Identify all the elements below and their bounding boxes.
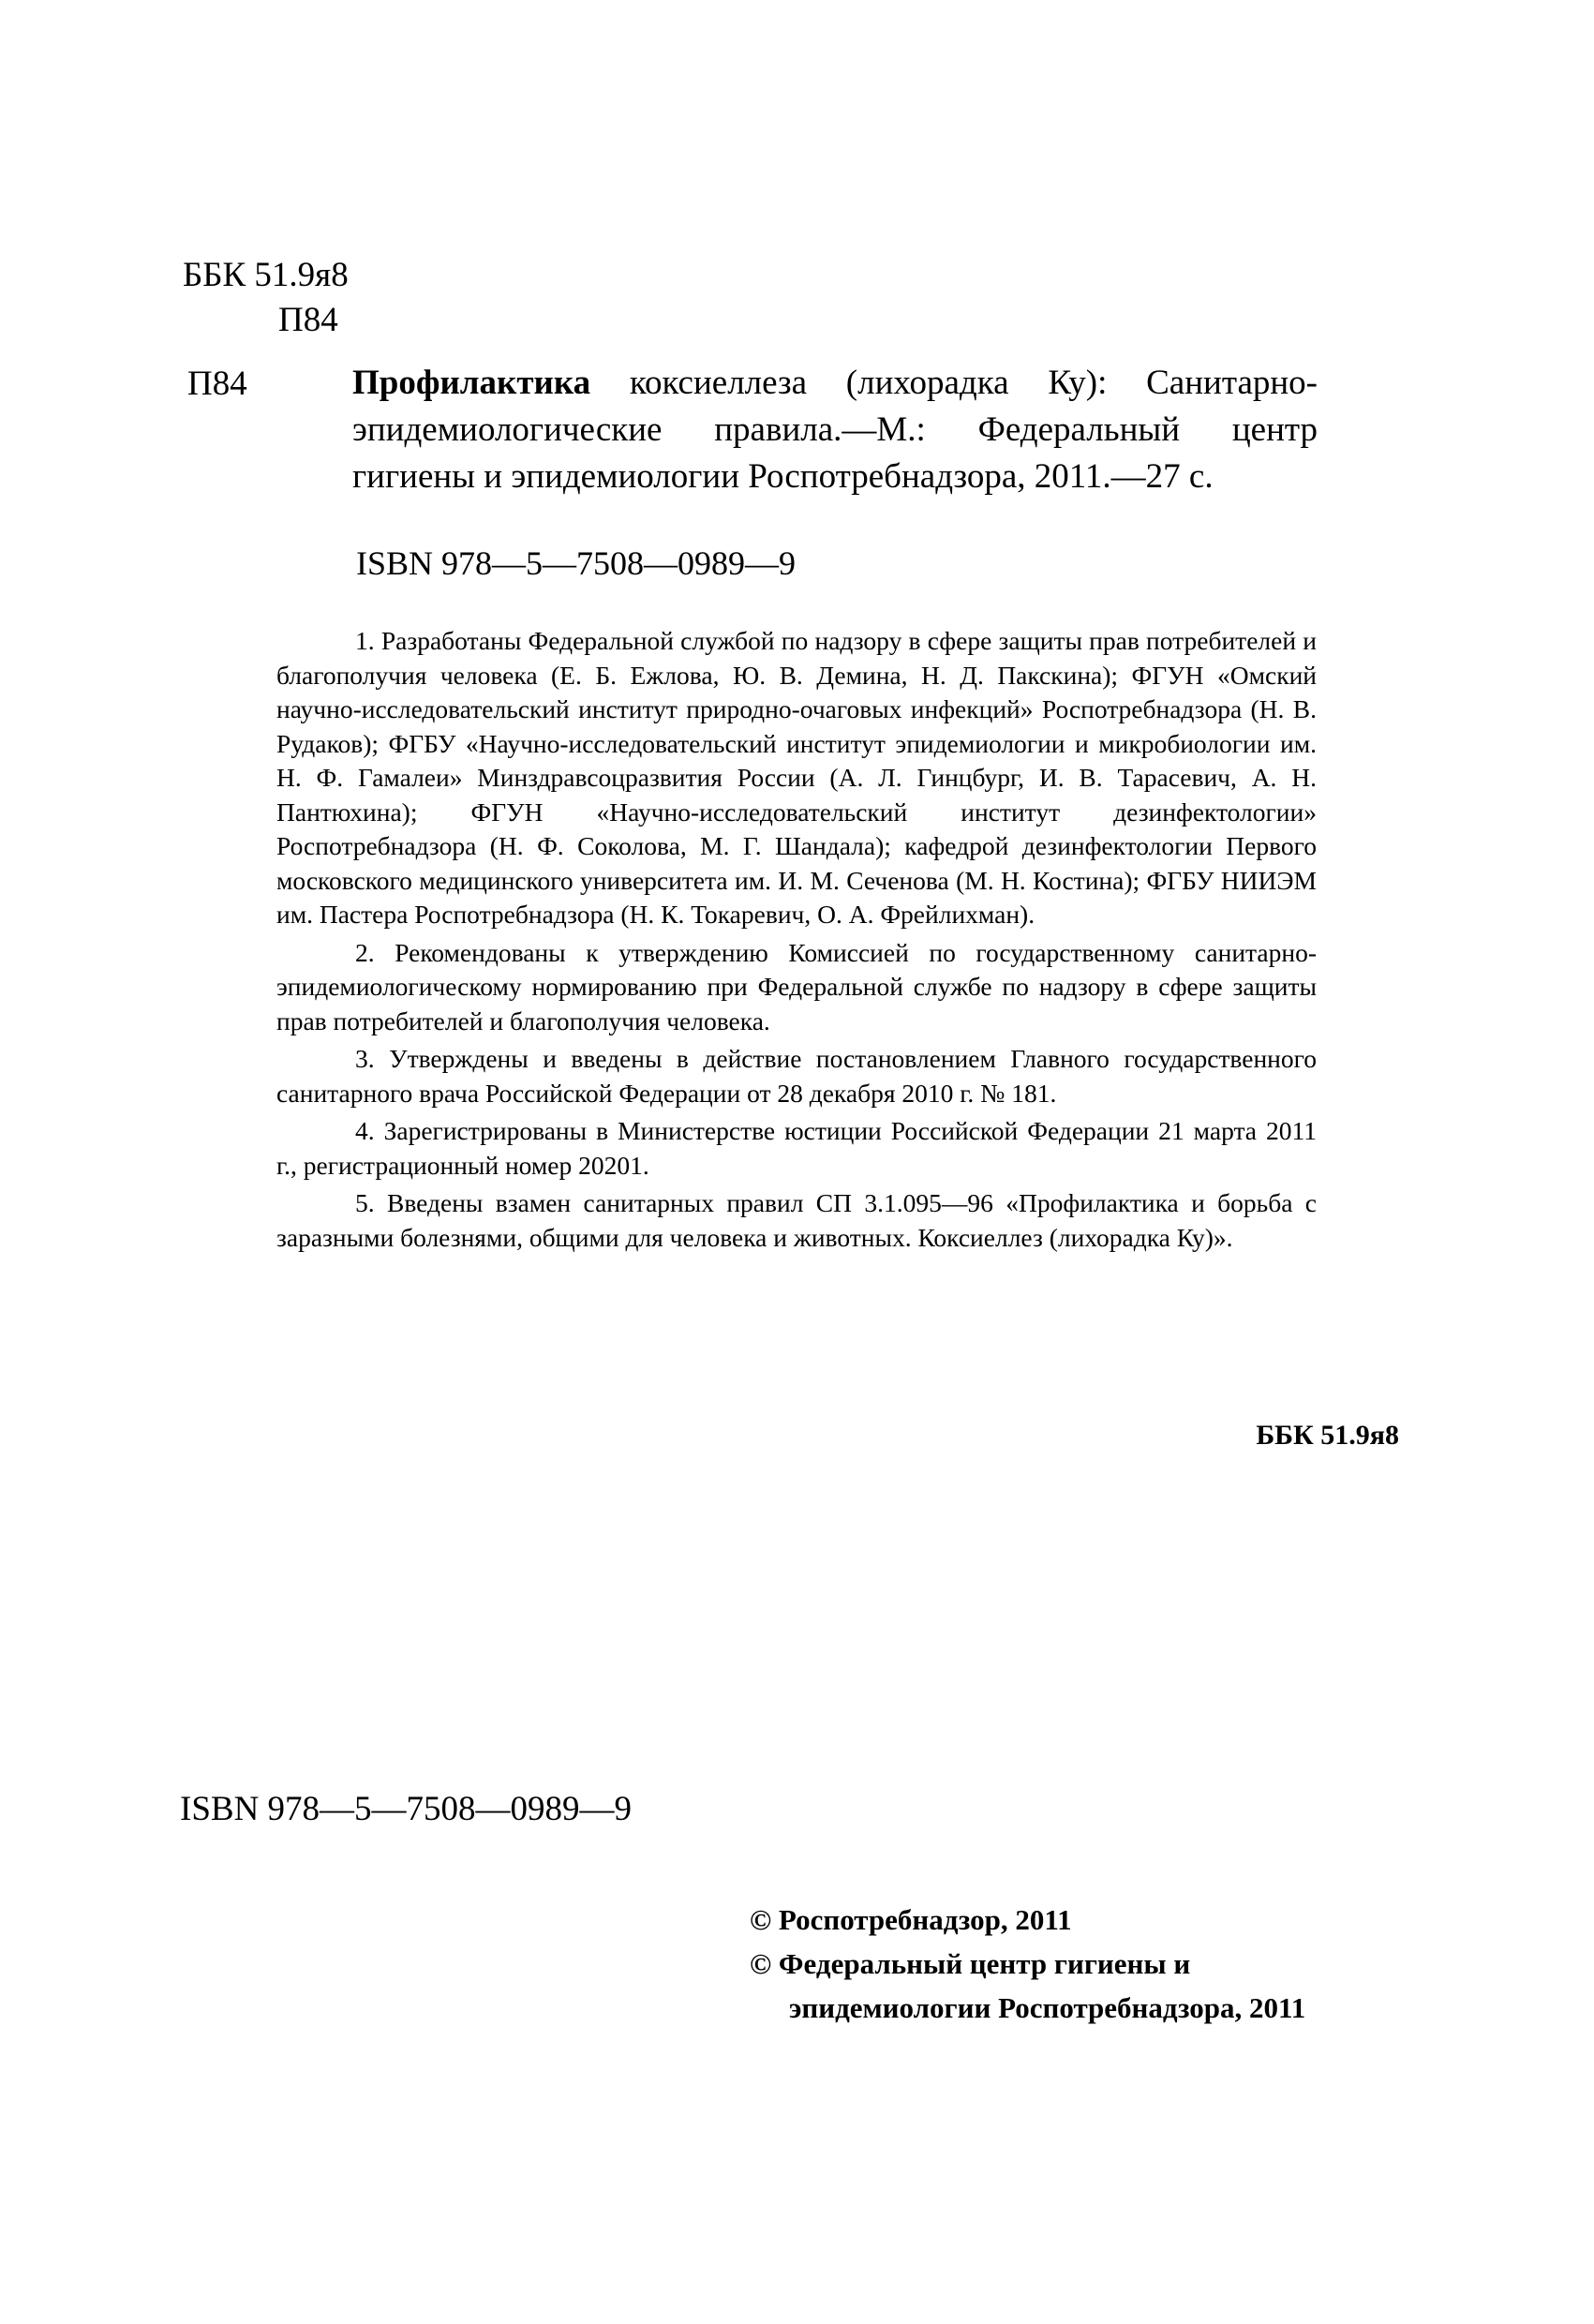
- copyright-block: [750, 1898, 1305, 2030]
- title-author-mark: П84: [187, 365, 247, 403]
- annotation-item-4: 4. Зарегистрированы в Министерстве юстиции Российской Федерации 21 марта 2011 г., регистрационный номер 20201.: [276, 1116, 1317, 1180]
- title-bold-word: Профилактика: [352, 364, 591, 402]
- copyright-line-3: эпидемиологии Роспотребнадзора, 2011: [789, 1991, 1306, 2024]
- annotation-item-3: 3. Утверждены и введены в действие постановлением Главного государственного санитарного врача Российской Федерации от 28 декабря 2010 г. № 181.: [276, 1044, 1317, 1108]
- title-description: коксиеллеза (лихорадка Ку): Санитарно-эпидемиологические правила.—М.: Федеральный центр гигиены и эпидемиологии Роспотребнадзора, 2011.—27 с.: [352, 364, 1318, 496]
- annotation-item-2: 2. Рекомендованы к утверждению Комиссией по государственному санитарно-эпидемиологическому нормированию при Федеральной службе по надзору в сфере защиты прав потребителей и благополучия человека.: [276, 937, 1317, 1035]
- author-mark: П84: [278, 301, 338, 339]
- bibliographic-title: [352, 360, 1318, 500]
- annotation-list: [276, 624, 1317, 1259]
- bbk-code: ББК 51.9я8: [183, 256, 349, 294]
- isbn-main: ISBN 978—5—7508—0989—9: [356, 544, 797, 582]
- bbk-code-right: ББК 51.9я8: [1256, 1420, 1399, 1451]
- annotation-item-5: 5. Введены взамен санитарных правил СП 3.1.095—96 «Профилактика и борьба с заразными болезнями, общими для человека и животных. Коксиеллез (лихорадка Ку)».: [276, 1188, 1317, 1252]
- copyright-line-2: © Федеральный центр гигиены и: [750, 1947, 1191, 1980]
- copyright-line-1: © Роспотребнадзор, 2011: [750, 1903, 1072, 1936]
- isbn-bottom: ISBN 978—5—7508—0989—9: [180, 1790, 633, 1828]
- annotation-item-1: 1. Разработаны Федеральной службой по надзору в сфере защиты прав потребителей и благополучия человека (Е. Б. Ежлова, Ю. В. Демина, Н. Д. Пакскина); ФГУН «Омский научно-исследовательский институт природно-очаговых инфекций» Роспотребнадзора (Н. В. Рудаков); ФГБУ «Научно-исследовательский институт эпидемиологии и микробиологии им. Н. Ф. Гамалеи» Минздравсоцразвития России (А. Л. Гинцбург, И. В. Тарасевич, А. Н. Пантюхина); ФГУН «Научно-исследовательский институт дезинфектологии» Роспотребнадзора (Н. Ф. Соколова, М. Г. Шандала); кафедрой дезинфектологии Первого московского медицинского университета им. И. М. Сеченова (М. Н. Костина); ФГБУ НИИЭМ им. Пастера Роспотребнадзора (Н. К. Токаревич, О. А. Фрейлихман).: [276, 626, 1317, 929]
- bbk-index-block: [183, 253, 349, 343]
